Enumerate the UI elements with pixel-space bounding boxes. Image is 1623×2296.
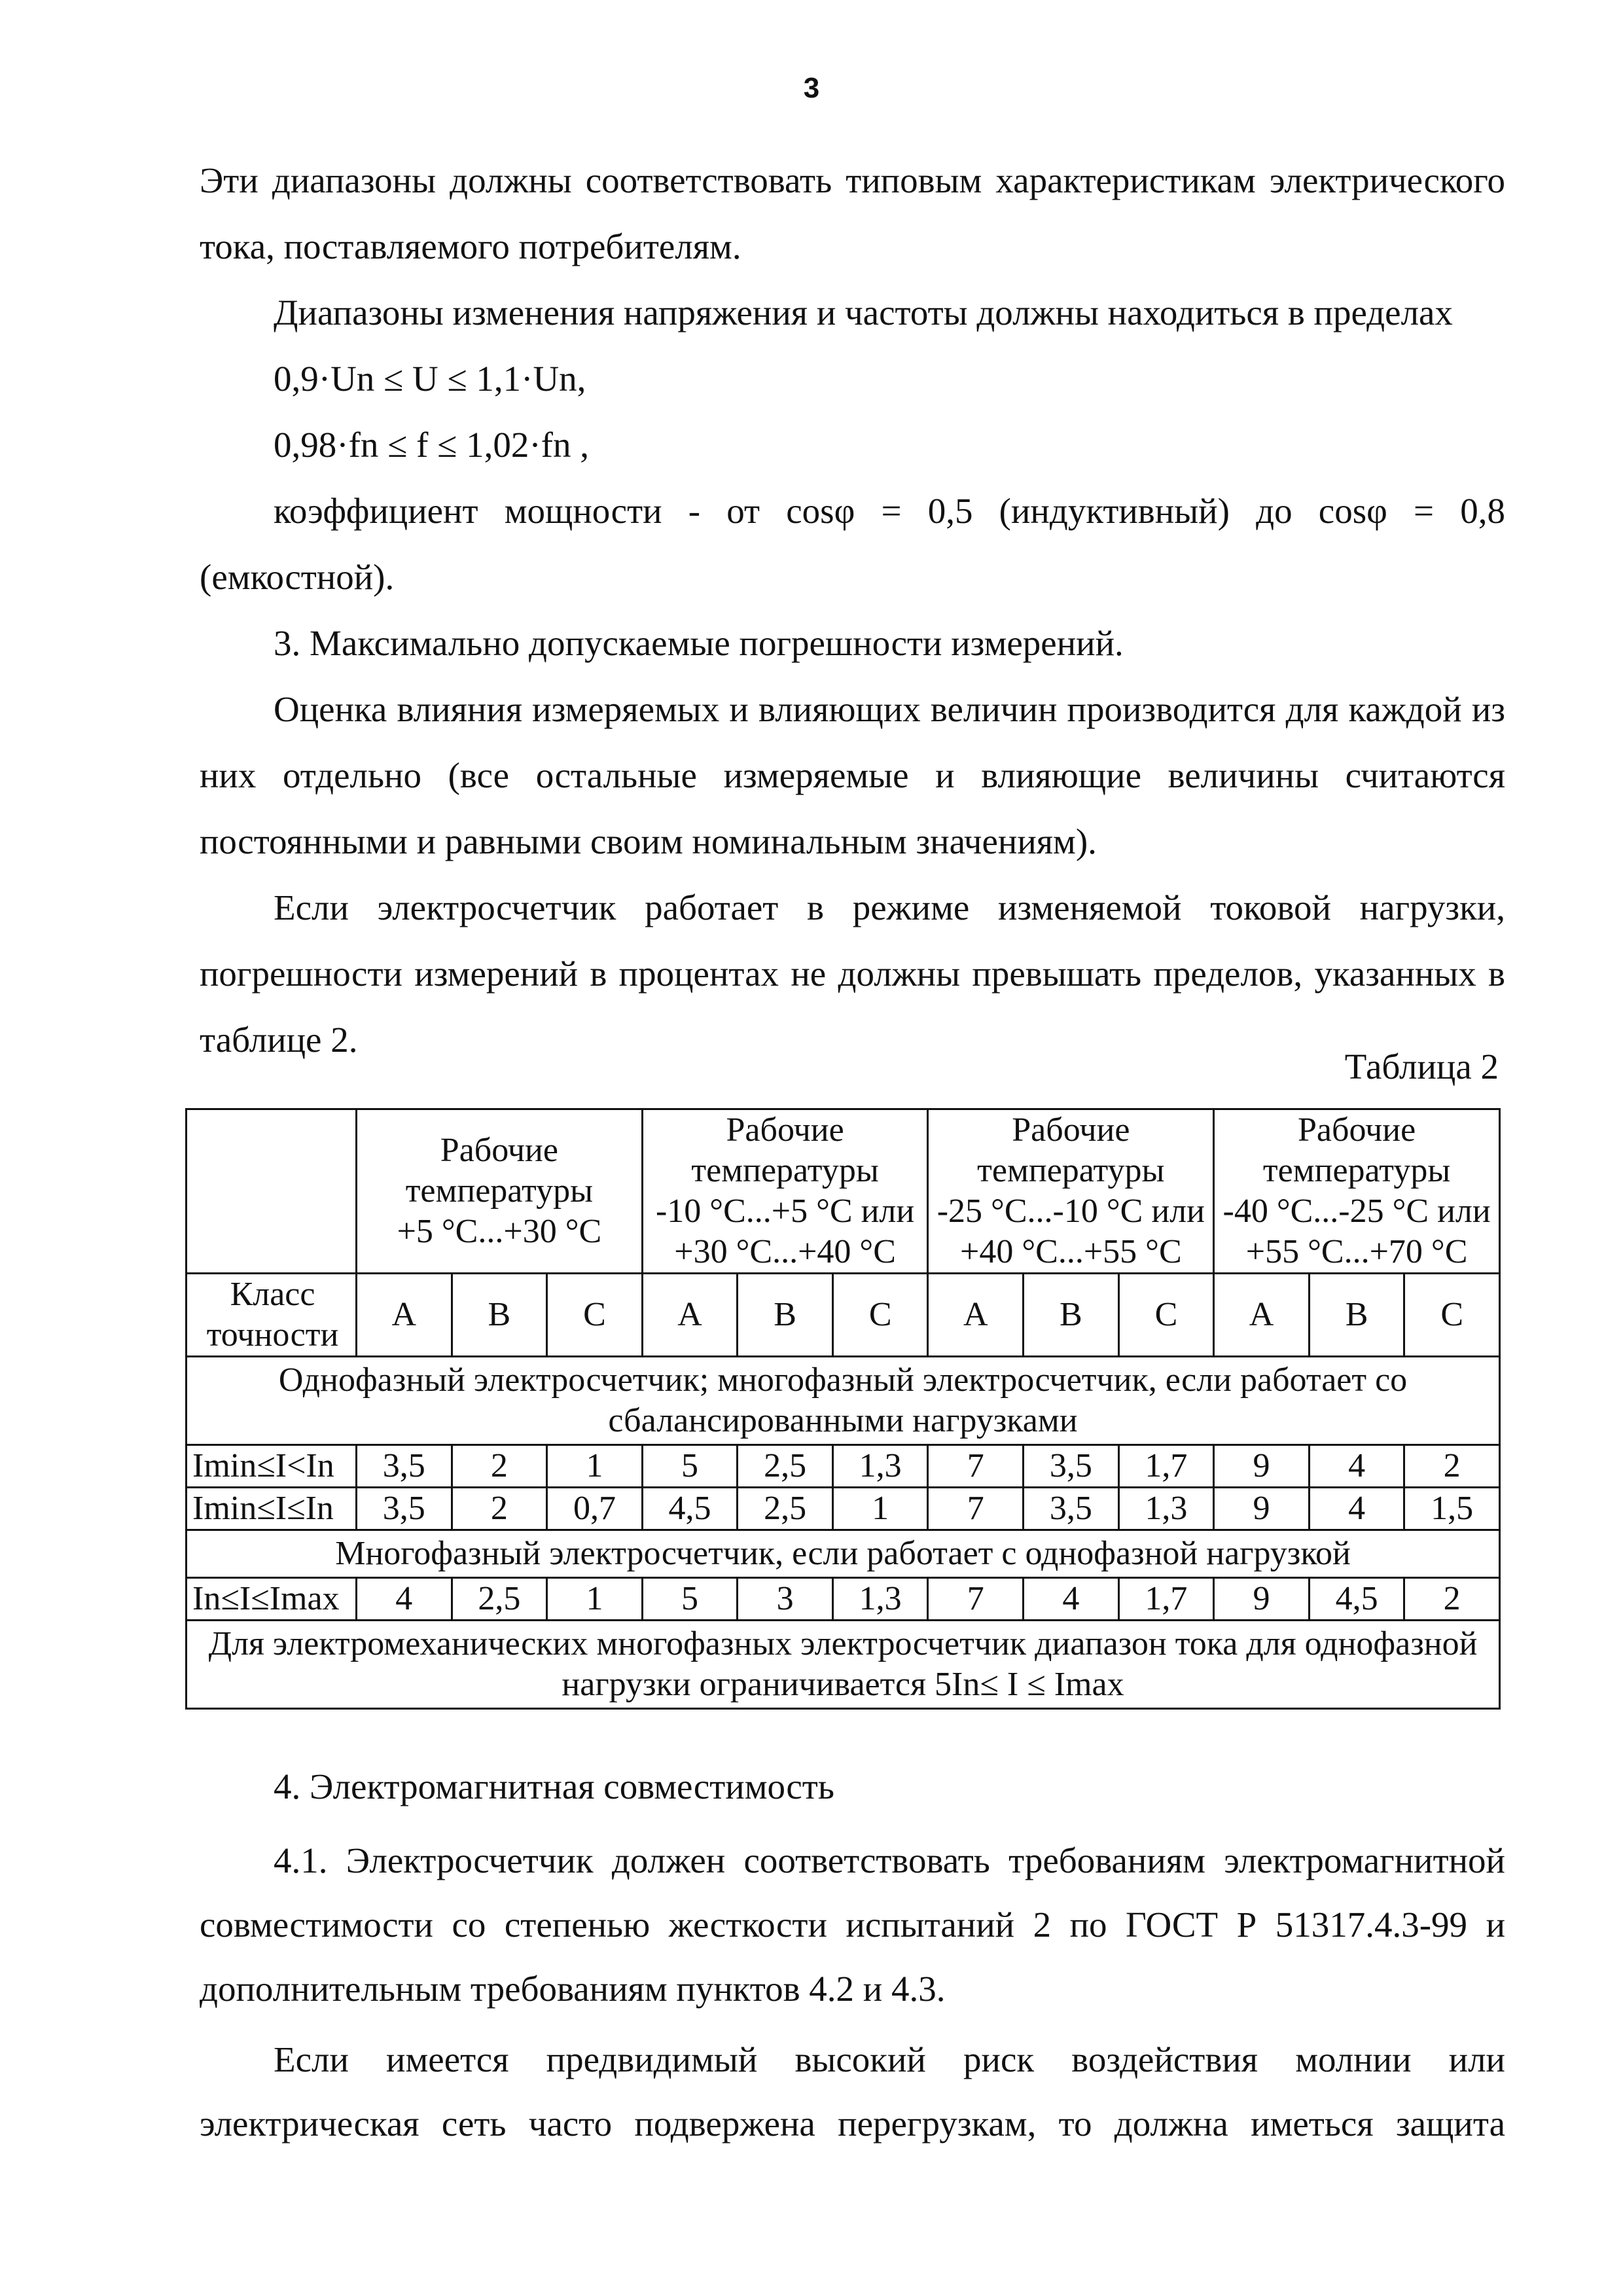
- class-cell: А: [357, 1274, 452, 1357]
- paragraph-load-errors: Если электросчетчик работает в режиме изменяемой токовой нагрузки, погрешности измерений в процентах не должны превышать пределов, указанных в таблице 2.: [200, 888, 1505, 1060]
- section-row-balanced: [187, 1357, 1500, 1445]
- footnote-row: [187, 1621, 1500, 1709]
- value-cell: 3,5: [1024, 1488, 1119, 1530]
- table-header-row: [187, 1109, 1500, 1274]
- class-cell: А: [1214, 1274, 1310, 1357]
- value-cell: 2: [452, 1488, 547, 1530]
- temp-range: +5 °С...+30 °С: [397, 1213, 602, 1250]
- section-title-single-phase: Многофазный электросчетчик, если работает с однофазной нагрузкой: [187, 1530, 1500, 1578]
- row-label-imin-lt-in: Imin≤I<In: [187, 1445, 357, 1488]
- value-cell: 3,5: [357, 1488, 452, 1530]
- class-cell: В: [452, 1274, 547, 1357]
- value-cell: 4,5: [1309, 1578, 1404, 1621]
- class-label: Класс точности: [187, 1274, 357, 1357]
- class-cell: В: [738, 1274, 833, 1357]
- value-cell: 1: [547, 1578, 643, 1621]
- table-footnote: Для электромеханических многофазных электросчетчик диапазон тока для однофазной нагрузки ограничивается 5In≤ I ≤ Imax: [187, 1621, 1500, 1709]
- value-cell: 2,5: [738, 1488, 833, 1530]
- heading-max-errors: 3. Максимально допускаемые погрешности измерений.: [274, 623, 1124, 663]
- formula-voltage: 0,9·Un ≤ U ≤ 1,1·Un,: [274, 359, 586, 399]
- temp-header-3: [928, 1109, 1214, 1274]
- row-label-imin-le-in: Imin≤I≤In: [187, 1488, 357, 1530]
- value-cell: 2,5: [452, 1578, 547, 1621]
- value-cell: 1,5: [1404, 1488, 1500, 1530]
- page-number: 3: [803, 72, 820, 104]
- value-cell: 2: [1404, 1578, 1500, 1621]
- temp-range: -25 °С...-10 °С или +40 °С...+55 °С: [936, 1193, 1205, 1270]
- paragraph-emc-requirements: 4.1. Электросчетчик должен соответствовать требованиям электромагнитной совместимости со степенью жесткости испытаний 2 по ГОСТ Р 51317.4.3-99 и дополнительным требованиям пунктов 4.2 и 4.3.: [200, 1840, 1505, 2009]
- value-cell: 1,3: [1118, 1488, 1214, 1530]
- error-limits-table: [185, 1108, 1501, 1710]
- temp-header-label: Рабочие температуры: [977, 1111, 1165, 1189]
- value-cell: 0,7: [547, 1488, 643, 1530]
- class-cell: А: [642, 1274, 738, 1357]
- value-cell: 9: [1214, 1488, 1310, 1530]
- class-cell: С: [1404, 1274, 1500, 1357]
- value-cell: 2: [452, 1445, 547, 1488]
- table-row: [187, 1578, 1500, 1621]
- class-row: [187, 1274, 1500, 1357]
- value-cell: 9: [1214, 1578, 1310, 1621]
- value-cell: 7: [928, 1578, 1024, 1621]
- section-row-single-phase: [187, 1530, 1500, 1578]
- value-cell: 1: [547, 1445, 643, 1488]
- value-cell: 4,5: [642, 1488, 738, 1530]
- text-block-bottom: [200, 1767, 1505, 2156]
- value-cell: 1,3: [832, 1445, 928, 1488]
- formula-frequency: 0,98·fn ≤ f ≤ 1,02·fn ,: [274, 425, 589, 465]
- temp-range: -40 °С...-25 °С или +55 °С...+70 °С: [1222, 1193, 1491, 1270]
- temp-header-2: [642, 1109, 928, 1274]
- value-cell: 1,7: [1118, 1578, 1214, 1621]
- table-row: [187, 1445, 1500, 1488]
- value-cell: 3: [738, 1578, 833, 1621]
- value-cell: 4: [357, 1578, 452, 1621]
- temp-header-label: Рабочие температуры: [691, 1111, 879, 1189]
- value-cell: 7: [928, 1488, 1024, 1530]
- value-cell: 2,5: [738, 1445, 833, 1488]
- temp-header-label: Рабочие температуры: [1262, 1111, 1451, 1189]
- temp-header-4: [1214, 1109, 1500, 1274]
- row-label-in-le-imax: In≤I≤Imax: [187, 1578, 357, 1621]
- value-cell: 9: [1214, 1445, 1310, 1488]
- class-cell: А: [928, 1274, 1024, 1357]
- value-cell: 4: [1309, 1445, 1404, 1488]
- paragraph-influence: Оценка влияния измеряемых и влияющих величин производится для каждой из них отдельно (все остальные измеряемые и влияющие величины считаются постоянными и равными своим номинальным значениям).: [200, 689, 1505, 861]
- value-cell: 5: [642, 1578, 738, 1621]
- value-cell: 3,5: [1024, 1445, 1119, 1488]
- class-cell: В: [1309, 1274, 1404, 1357]
- value-cell: 4: [1024, 1578, 1119, 1621]
- temp-header-label: Рабочие температуры: [405, 1132, 594, 1210]
- section-title-balanced: Однофазный электросчетчик; многофазный электросчетчик, если работает со сбалансированными нагрузками: [187, 1357, 1500, 1445]
- paragraph-ranges-limits: Диапазоны изменения напряжения и частоты должны находиться в пределах: [274, 293, 1453, 332]
- value-cell: 2: [1404, 1445, 1500, 1488]
- temp-header-1: [357, 1109, 643, 1274]
- paragraph-lightning-risk: Если имеется предвидимый высокий риск воздействия молнии или электрическая сеть часто подвержена перегрузкам, то должна иметься защита: [200, 2039, 1505, 2144]
- table-corner-cell: [187, 1109, 357, 1274]
- paragraph-power-factor: коэффициент мощности - от cosφ = 0,5 (индуктивный) до cosφ = 0,8 (емкостной).: [200, 491, 1505, 597]
- value-cell: 3,5: [357, 1445, 452, 1488]
- value-cell: 5: [642, 1445, 738, 1488]
- class-cell: С: [832, 1274, 928, 1357]
- class-cell: С: [547, 1274, 643, 1357]
- temp-range: -10 °С...+5 °С или +30 °С...+40 °С: [655, 1193, 915, 1270]
- class-cell: С: [1118, 1274, 1214, 1357]
- value-cell: 7: [928, 1445, 1024, 1488]
- value-cell: 1: [832, 1488, 928, 1530]
- table-row: [187, 1488, 1500, 1530]
- class-cell: В: [1024, 1274, 1119, 1357]
- paragraph-ranges-intro: Эти диапазоны должны соответствовать типовым характеристикам электрического тока, поставляемого потребителям.: [200, 160, 1505, 266]
- table-caption: Таблица 2: [1344, 1047, 1499, 1086]
- text-block-top: [200, 147, 1505, 1073]
- value-cell: 4: [1309, 1488, 1404, 1530]
- value-cell: 1,3: [832, 1578, 928, 1621]
- heading-emc: 4. Электромагнитная совместимость: [274, 1767, 834, 1806]
- value-cell: 1,7: [1118, 1445, 1214, 1488]
